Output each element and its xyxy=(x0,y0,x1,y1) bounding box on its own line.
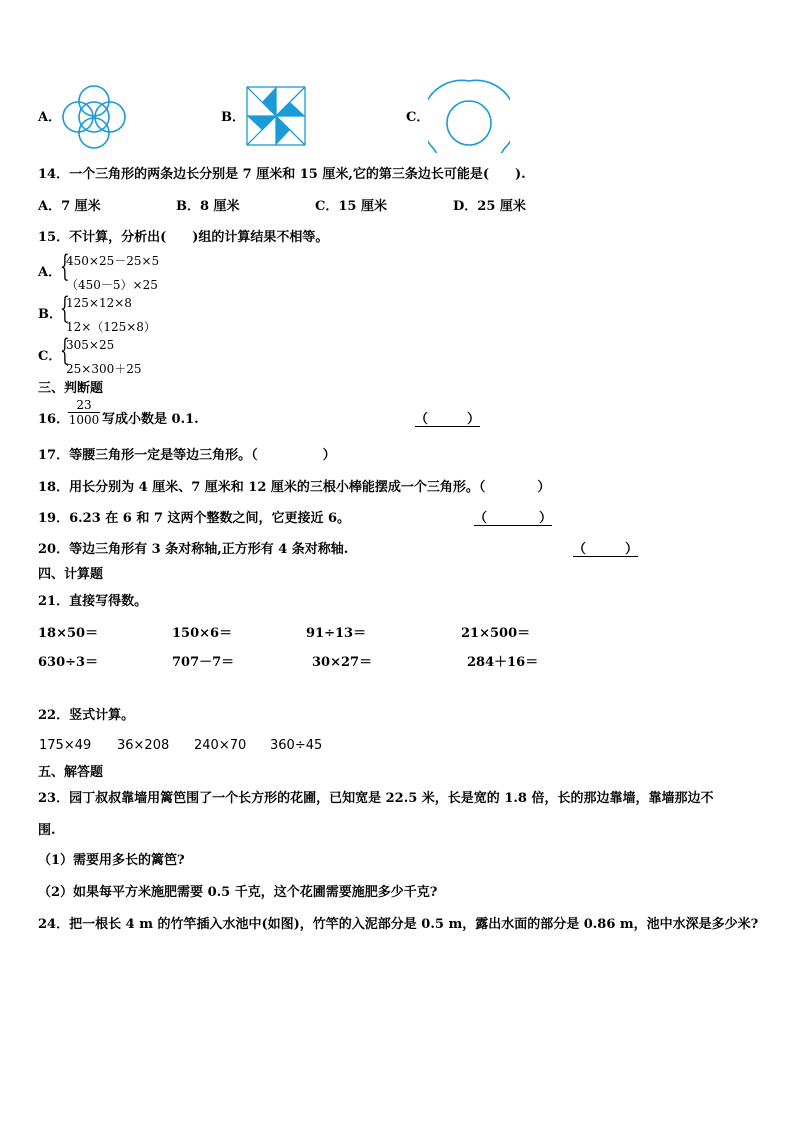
q20-text: 20．等边三角形有 3 条对称轴,正方形有 4 条对称轴. xyxy=(38,542,349,557)
q16-text: 写成小数是 0.1. xyxy=(102,412,199,427)
q14-option-d: D．25 厘米 xyxy=(453,199,526,214)
q15-group-c-label: C． xyxy=(38,349,62,364)
brace-icon: { xyxy=(60,291,70,326)
q24-text: 24．把一根长 4 m 的竹竿插入水池中(如图)，竹竿的入泥部分是 0.5 m，露出水面的部分是 0.86 m，池中水深是多少米? xyxy=(38,917,759,932)
q19-text: 19．6.23 在 6 和 7 这两个整数之间，它更接近 6。 xyxy=(38,511,351,526)
q14-stem: 14．一个三角形的两条边长分别是 7 厘米和 15 厘米,它的第三条边长可能是( ). xyxy=(38,167,526,182)
q21-item: 91÷13＝ xyxy=(306,626,367,641)
q14-option-a: A．7 厘米 xyxy=(38,199,101,214)
four-circles-figure xyxy=(58,84,130,150)
q16-number: 16． xyxy=(38,412,70,427)
q15-stem: 15．不计算，分析出( )组的计算结果不相等。 xyxy=(38,230,329,245)
q21-item: 18×50＝ xyxy=(38,626,99,641)
q21-item: 284＋16＝ xyxy=(467,655,539,670)
q22-item: 240×70 xyxy=(194,738,247,753)
q23-sub1: （1）需要用多长的篱笆? xyxy=(38,853,185,868)
q15-group-c-top: 305×25 xyxy=(66,338,115,352)
section-calculation-title: 四、计算题 xyxy=(38,567,104,582)
q14-option-c: C．15 厘米 xyxy=(315,199,387,214)
q23-sub2: （2）如果每平方米施肥需要 0.5 千克，这个花圃需要施肥多少千克? xyxy=(38,885,438,900)
option-a-label: A． xyxy=(38,110,62,125)
section-judgement-title: 三、判断题 xyxy=(38,381,104,396)
q15-group-b-top: 125×12×8 xyxy=(66,296,132,310)
q21-item: 30×27＝ xyxy=(312,655,373,670)
q23-line1: 23．园丁叔叔靠墙用篱笆围了一个长方形的花圃，已知宽是 22.5 米，长是宽的 1.8 倍，长的那边靠墙，靠墙那边不 xyxy=(38,791,714,806)
q22-item: 360÷45 xyxy=(270,738,323,753)
q22-item: 175×49 xyxy=(39,738,92,753)
fraction-numerator: 23 xyxy=(68,398,100,413)
q21-item: 21×500＝ xyxy=(461,626,531,641)
q23-line2: 围. xyxy=(38,823,56,838)
q22-stem: 22．竖式计算。 xyxy=(38,708,135,723)
q16-answer-paren[interactable]: （ ） xyxy=(415,412,481,427)
pinwheel-figure xyxy=(246,86,308,146)
q16-fraction xyxy=(68,398,100,427)
q14-option-b: B．8 厘米 xyxy=(176,199,240,214)
q20-answer-paren[interactable]: （ ） xyxy=(573,542,639,557)
q17-text: 17．等腰三角形一定是等边三角形。（ ） xyxy=(38,448,336,463)
q15-group-b-bottom: 12×（125×8） xyxy=(66,320,156,334)
brace-icon: { xyxy=(60,333,70,368)
q15-group-b-label: B． xyxy=(38,307,62,322)
q15-group-a-top: 450×25－25×5 xyxy=(66,254,160,268)
three-arcs-figure xyxy=(428,77,510,153)
q19-answer-paren[interactable]: （ ） xyxy=(474,511,553,526)
q21-item: 150×6＝ xyxy=(172,626,233,641)
q21-item: 630÷3＝ xyxy=(38,655,99,670)
fraction-denominator: 1000 xyxy=(68,413,100,427)
q15-group-c-bottom: 25×300＋25 xyxy=(66,362,142,376)
q15-group-a-bottom: （450－5）×25 xyxy=(66,278,158,292)
q21-item: 707－7＝ xyxy=(172,655,235,670)
option-c-label: C． xyxy=(406,110,430,125)
section-answer-title: 五、解答题 xyxy=(38,765,104,780)
option-b-label: B． xyxy=(221,110,245,125)
q15-group-a-label: A． xyxy=(38,265,62,280)
q21-stem: 21．直接写得数。 xyxy=(38,594,148,609)
brace-icon: { xyxy=(60,249,70,284)
q18-text: 18．用长分别为 4 厘米、7 厘米和 12 厘米的三根小棒能摆成一个三角形。（ ） xyxy=(38,480,551,495)
q22-item: 36×208 xyxy=(117,738,170,753)
